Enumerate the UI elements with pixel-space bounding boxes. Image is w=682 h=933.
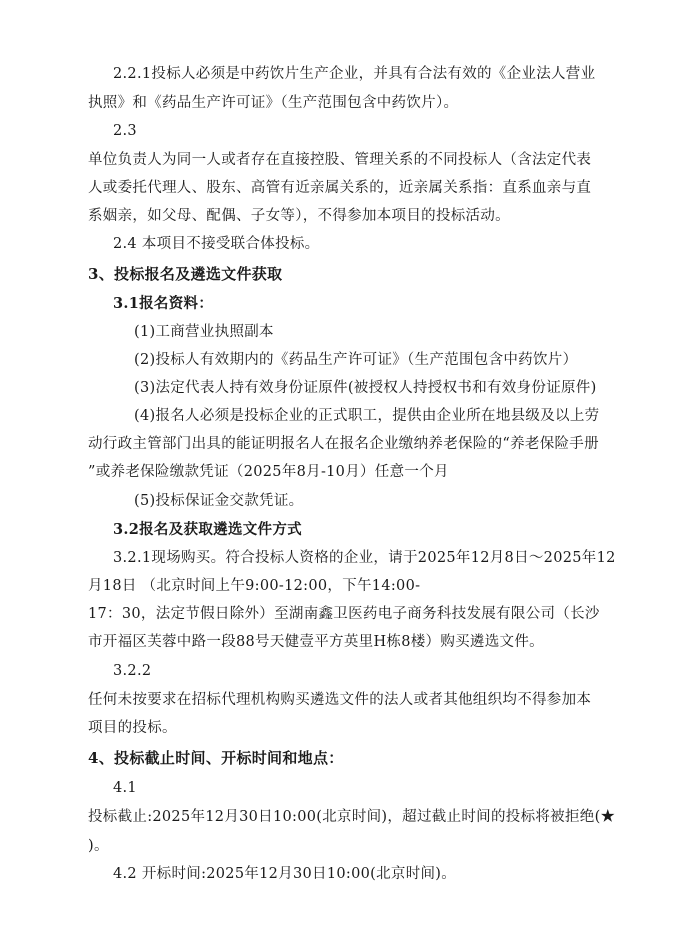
subsection-3-1-heading: 3.1报名资料： [113,295,214,312]
requirement-4-line-1: (4)报名人必须是投标企业的正式职工，提供由企业所在地县级及以上劳 [134,408,600,424]
clause-3-2-2-line-2: 项目的投标。 [88,720,177,736]
clause-4-2: 4.2 开标时间:2025年12月30日10:00(北京时间)。 [113,866,457,882]
requirement-3: (3)法定代表人持有效身份证原件(被授权人持授权书和有效身份证原件) [134,380,597,396]
requirement-5: (5)投标保证金交款凭证。 [134,493,304,509]
clause-2-4: 2.4 本项目不接受联合体投标。 [113,236,320,252]
clause-4-1-line-1: 投标截止:2025年12月30日10:00(北京时间)，超过截止时间的投标将被拒绝(★ [88,809,616,825]
section-4-heading: 4、投标截止时间、开标时间和地点： [88,749,344,767]
clause-3-2-1-line-3: 17：30，法定节假日除外）至湖南鑫卫医药电子商务科技发展有限公司（长沙 [88,606,600,622]
clause-3-2-1-line-1: 3.2.1现场购买。符合投标人资格的企业，请于2025年12月8日～2025年12 [113,550,616,566]
clause-2-2-1-line-1: 2.2.1投标人必须是中药饮片生产企业，并具有合法有效的《企业法人营业 [113,66,596,82]
subsection-3-2-heading: 3.2报名及获取遴选文件方式 [113,521,302,538]
requirement-4-line-3: ”或养老保险缴款凭证（2025年8月-10月）任意一个月 [88,464,449,480]
requirement-4-line-2: 动行政主管部门出具的能证明报名人在报名企业缴纳养老保险的“养老保险手册 [88,436,599,452]
clause-2-3-line-3: 系姻亲，如父母、配偶、子女等），不得参加本项目的投标活动。 [88,208,510,224]
clause-3-2-2-line-1: 任何未按要求在招标代理机构购买遴选文件的法人或者其他组织均不得参加本 [88,692,592,708]
requirement-2: (2)投标人有效期内的《药品生产许可证》（生产范围包含中药饮片） [134,352,578,368]
requirement-1: (1)工商营业执照副本 [134,324,274,340]
clause-3-2-1-line-4: 市开福区芙蓉中路一段88号天健壹平方英里H栋8楼）购买遴选文件。 [88,634,544,650]
clause-4-1-number: 4.1 [113,780,137,796]
section-3-heading: 3、投标报名及遴选文件获取 [88,265,283,283]
clause-2-2-1-line-2: 执照》和《药品生产许可证》（生产范围包含中药饮片）。 [88,95,459,111]
clause-3-2-2-number: 3.2.2 [113,663,152,679]
clause-4-1-line-2: )。 [88,838,109,854]
clause-2-3-line-1: 单位负责人为同一人或者存在直接控股、管理关系的不同投标人（含法定代表 [88,152,592,168]
clause-3-2-1-line-2: 月18日 （北京时间上午9:00-12:00，下午14:00- [88,578,421,594]
clause-2-3-line-2: 人或委托代理人、股东、高管有近亲属关系的，近亲属关系指：直系血亲与直 [88,180,592,196]
clause-2-3-number: 2.3 [113,123,137,139]
